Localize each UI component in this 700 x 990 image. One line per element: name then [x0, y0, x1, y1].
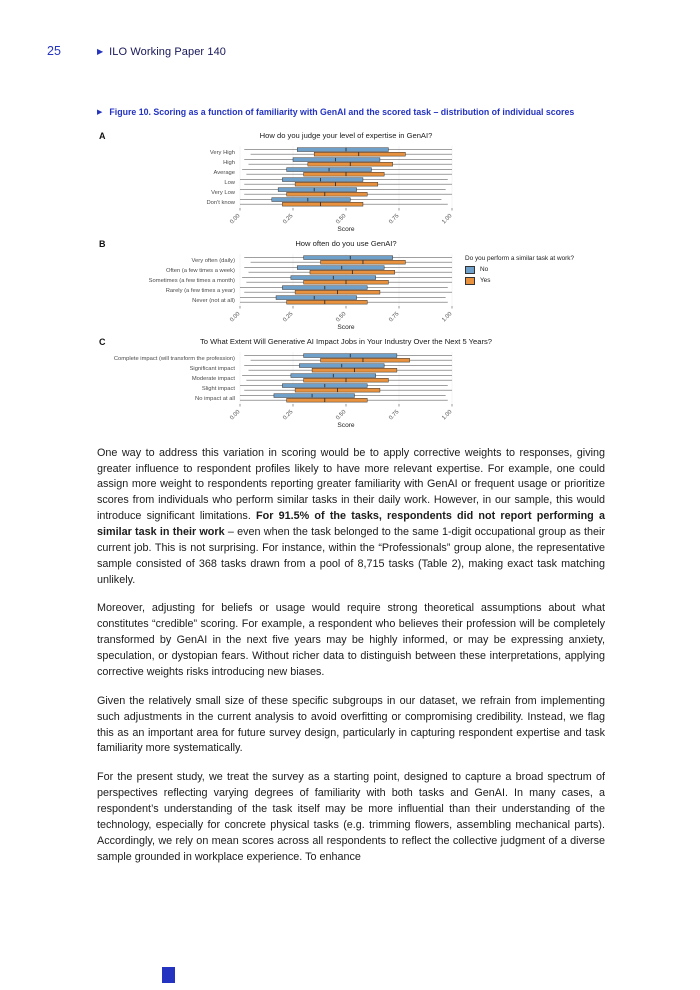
panel-title-impact: To What Extent Will Generative AI Impact Jobs in Your Industry Over the Next 5 Years?: [199, 336, 493, 346]
figure-caption: [97, 106, 579, 119]
svg-text:0.00: 0.00: [229, 212, 242, 226]
panel-letter-b: B: [99, 238, 106, 249]
legend-swatch-yes: [465, 277, 475, 285]
svg-text:Average: Average: [213, 169, 235, 176]
header-arrow-icon: ▶: [97, 47, 104, 56]
svg-text:Rarely (a few times a year): Rarely (a few times a year): [165, 287, 235, 294]
page-header: [0, 0, 700, 58]
legend-swatch-no: [465, 266, 475, 274]
svg-text:0.00: 0.00: [229, 408, 242, 422]
svg-text:Very Low: Very Low: [211, 189, 235, 196]
svg-text:0.50: 0.50: [335, 212, 348, 226]
svg-text:Often (a few times a week): Often (a few times a week): [166, 267, 235, 274]
chart-legend: [465, 255, 574, 288]
svg-text:Never (not at all): Never (not at all): [192, 297, 235, 304]
page-number: 25: [47, 44, 61, 58]
svg-text:0.25: 0.25: [282, 212, 295, 226]
legend-title: Do you perform a similar task at work?: [465, 254, 575, 262]
svg-text:Don't know: Don't know: [206, 199, 235, 206]
legend-label-yes: Yes: [480, 277, 491, 285]
svg-text:0.50: 0.50: [335, 408, 348, 422]
boxplot-impact: [97, 348, 577, 431]
paragraph: Given the relatively small size of these specific subgroups in our dataset, we refrain from implementing such adjustments in the current analysis to avoid overfitting or compromising credibility. Instead, we flag this as an important area for future survey design, particularly in capturing respondent expertise and task familiarity more systematically.: [97, 694, 605, 755]
boxplot-expertise: [97, 142, 577, 235]
paragraph: One way to address this variation in scoring would be to apply corrective weights to responses, giving greater influence to respondent profiles likely to have more relevant expertise. For example, one could assign more weight to respondents reporting greater familiarity with GenAI or frequent usage or prioritize scores from individuals who perform similar tasks in their daily work. However, in our sample, this would introduce significant limitations. For 91.5% of the tasks, respondents did not report performing a similar task in their work – even when the task belonged to the same 1-digit occupational group as their current job. This is not surprising. For instance, within the “Professionals” group alone, the representative sample consisted of 368 tasks drawn from a pool of 8,715 tasks (Table 2), making exact task matching unlikely.: [97, 446, 605, 586]
svg-text:0.00: 0.00: [229, 310, 242, 324]
svg-text:No impact at all: No impact at all: [195, 395, 235, 402]
figure-panel-c: [97, 337, 700, 431]
svg-text:Very often (daily): Very often (daily): [191, 257, 235, 264]
svg-text:0.75: 0.75: [388, 408, 401, 422]
svg-text:0.75: 0.75: [388, 310, 401, 324]
legend-item-no: [465, 266, 574, 274]
svg-text:Very High: Very High: [209, 149, 235, 156]
svg-text:Slight impact: Slight impact: [201, 385, 235, 392]
panel-title-expertise: How do you judge your level of expertise in GenAI?: [259, 130, 433, 140]
body-text: [97, 446, 605, 866]
svg-text:0.25: 0.25: [282, 310, 295, 324]
svg-text:1.00: 1.00: [441, 408, 454, 422]
svg-text:0.75: 0.75: [388, 212, 401, 226]
svg-text:Complete impact (will transfor: Complete impact (will transform the profession): [113, 355, 235, 362]
figure-caption-text: Figure 10. Scoring as a function of familiarity with GenAI and the scored task – distribution of individual scores: [109, 107, 575, 117]
svg-text:Low: Low: [224, 179, 235, 186]
figure-panel-a: [97, 131, 700, 235]
caption-arrow-icon: ▶: [97, 109, 103, 116]
legend-item-yes: [465, 277, 574, 285]
legend-label-no: No: [480, 266, 489, 274]
figure-panel-b: [97, 239, 700, 333]
svg-text:0.50: 0.50: [335, 310, 348, 324]
paragraph: Moreover, adjusting for beliefs or usage would require strong theoretical assumptions about what constitutes “credible” scoring. For example, a respondent who believes their profession will be completely transformed by GenAI in the next five years may be highly informed, or may be expressing anxiety, speculation, or dystopian fears. Without richer data to distinguish between these interpretations, applying corrective weights risks introducing new biases.: [97, 602, 605, 678]
header-title: ILO Working Paper 140: [109, 46, 227, 58]
svg-text:Score: Score: [337, 323, 355, 331]
svg-text:Significant impact: Significant impact: [189, 365, 235, 372]
paragraph: For the present study, we treat the survey as a starting point, designed to capture a broad spectrum of perspectives reflecting varying degrees of familiarity with both tasks and GenAI. In many cases, a respondent’s understanding of the task itself may be more influential than their understanding of the technology, especially for concrete physical tasks (e.g. trimming flowers, assembling mechanical parts). Accordingly, we rely on mean scores across all respondents to reflect the collective judgment of a diverse sample grounded in workplace experience. To enhance: [97, 771, 605, 863]
svg-text:Moderate impact: Moderate impact: [191, 375, 235, 382]
svg-text:Sometimes (a few times a month: Sometimes (a few times a month): [148, 277, 235, 284]
panel-letter-a: A: [99, 130, 106, 141]
svg-text:1.00: 1.00: [441, 310, 454, 324]
footer-logo-mark: [162, 967, 175, 983]
svg-text:High: High: [223, 159, 235, 166]
svg-text:1.00: 1.00: [441, 212, 454, 226]
panel-title-usage: How often do you use GenAI?: [295, 238, 397, 248]
svg-text:Score: Score: [337, 421, 355, 429]
svg-text:0.25: 0.25: [282, 408, 295, 422]
svg-text:Score: Score: [337, 225, 355, 233]
panel-letter-c: C: [99, 336, 106, 347]
figure-10: [97, 106, 700, 431]
